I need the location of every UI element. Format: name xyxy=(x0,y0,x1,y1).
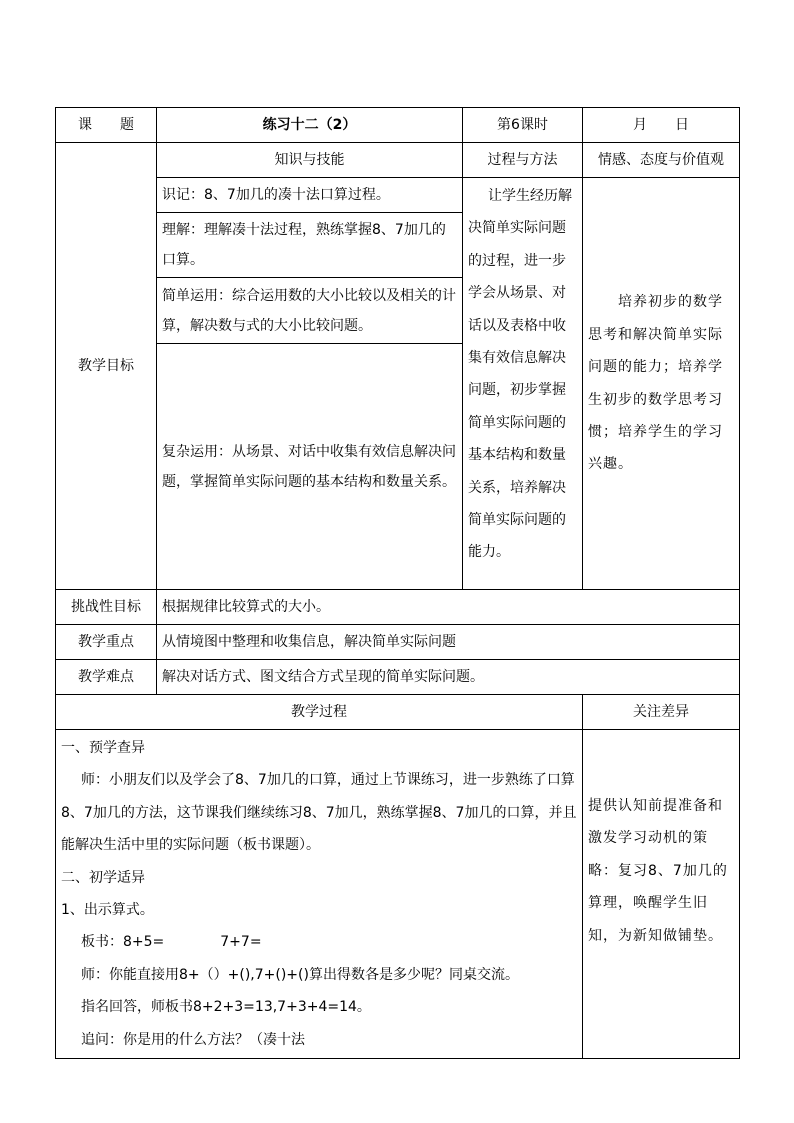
process-method: 让学生经历解决简单实际问题的过程，进一步学会从场景、对话以及表格中收集有效信息解决问题，初步掌握简单实际问题的基本结构和数量关系，培养解决简单实际问题的能力。 xyxy=(463,178,583,590)
difficulty-label: 教学难点 xyxy=(56,660,157,695)
process-followup: 追问：你是用的什么方法？（凑十法 xyxy=(81,1031,305,1048)
col-knowledge: 知识与技能 xyxy=(157,143,463,178)
lesson-number: 第6课时 xyxy=(463,108,583,143)
topic-label: 课 题 xyxy=(56,108,157,143)
key-point: 从情境图中整理和收集信息，解决简单实际问题 xyxy=(157,625,740,660)
key-point-label: 教学重点 xyxy=(56,625,157,660)
challenge-goal: 根据规律比较算式的大小。 xyxy=(157,590,740,625)
process-answer: 指名回答，师板书8+2+3=13,7+3+4=14。 xyxy=(81,999,371,1016)
focus-difference: 提供认知前提准备和激发学习动机的策略：复习8、7加几的算理，唤醒学生旧知，为新知做铺垫。 xyxy=(583,730,740,1059)
knowledge-simple-apply: 简单运用：综合运用数的大小比较以及相关的计算，解决数与式的大小比较问题。 xyxy=(157,278,463,344)
lesson-date: 月 日 xyxy=(583,108,740,143)
process-teacher-intro: 师：小朋友们以及学会了8、7加几的口算，通过上节课练习，进一步熟练了口算8、7加几的方法，这节课我们继续练习8、7加几，熟练掌握8、7加几的口算，并且能解决生活中里的实际问题（板书课题）。 xyxy=(61,772,577,854)
process-step-1: 1、出示算式。 xyxy=(61,902,154,919)
difficulty: 解决对话方式、图文结合方式呈现的简单实际问题。 xyxy=(157,660,740,695)
col-process: 过程与方法 xyxy=(463,143,583,178)
knowledge-recall: 识记：8、7加几的凑十法口算过程。 xyxy=(157,178,463,213)
attitude-values: 培养初步的数学思考和解决简单实际问题的能力；培养学生初步的数学思考习惯；培养学生的学习兴趣。 xyxy=(583,178,740,590)
lesson-plan-table xyxy=(55,107,740,1059)
process-question: 师：你能直接用8+（）+(),7+()+()算出得数各是多少呢？同桌交流。 xyxy=(81,966,519,983)
focus-difference-label: 关注差异 xyxy=(583,695,740,730)
teaching-process-label: 教学过程 xyxy=(56,695,583,730)
process-board: 板书：8+5= 7+7= xyxy=(81,934,262,951)
lesson-title: 练习十二（2） xyxy=(157,108,463,143)
process-section-1: 一、预学查异 xyxy=(61,740,145,756)
teaching-process-content xyxy=(56,730,583,1059)
goals-label: 教学目标 xyxy=(56,143,157,590)
knowledge-complex-apply: 复杂运用：从场景、对话中收集有效信息解决问题，掌握简单实际问题的基本结构和数量关系。 xyxy=(157,344,463,590)
challenge-label: 挑战性目标 xyxy=(56,590,157,625)
knowledge-understand: 理解：理解凑十法过程，熟练掌握8、7加几的口算。 xyxy=(157,213,463,278)
process-section-2: 二、初学适异 xyxy=(61,869,145,886)
col-attitude: 情感、态度与价值观 xyxy=(583,143,740,178)
